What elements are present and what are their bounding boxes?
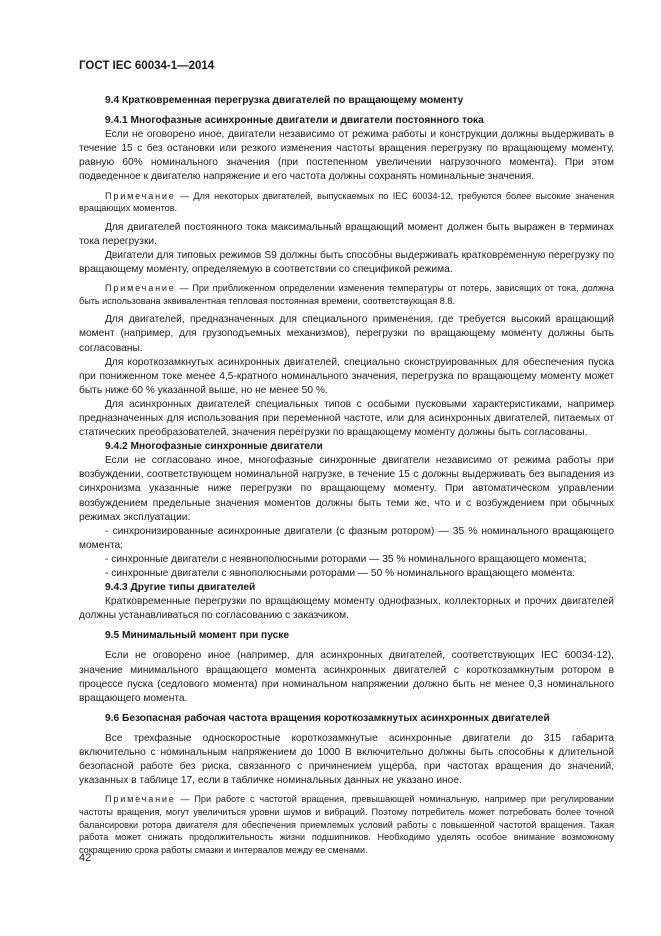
note [79, 190, 614, 215]
note-label: Примечание [105, 283, 176, 294]
page-content [79, 94, 614, 862]
note-label: Примечание [105, 794, 176, 805]
list-item: - синхронизированные асинхронные двигатели (с фазным ротором) — 35 % номинального вращающего момента; [79, 525, 614, 551]
paragraph: Если не согласовано иное, многофазные синхронные двигатели независимо от режима работы при возбуждении, соответствующем номинальной нагрузке, в течение 15 с должны выдерживать без выпадения из синхронизма указанные ниже перегрузки по вращающему моменту. При автоматическом управлении возбуждением предельные значения моментов должны быть теми же, что и с возбуждением при обычных режимах эксплуатации: [79, 455, 614, 523]
section-9-4-title: 9.4 Кратковременная перегрузка двигателей по вращающему моменту [105, 95, 464, 106]
paragraph: Для короткозамкнутых асинхронных двигателей, специально сконструированных для обеспечения пуска при пониженном токе менее 4,5-кратного номинального значения, перегрузка по вращающему моменту может быть ниже 60 % указанной выше, но не менее 50 %. [79, 356, 614, 396]
paragraph: Для двигателей, предназначенных для специального применения, где требуется высокий вращающий момент (например, для грузоподъемных механизмов), перегрузки по вращающему моменту должны быть согласованы. [79, 314, 614, 354]
note-text: — При приближенном определении изменения температуры от потерь, зависящих от тока, должна быть использована эквивалентная тепловая постоянная времени, соответствующая 8.8. [79, 283, 614, 306]
note-text: — При работе с частотой вращения, превышающей номинальную, например при регулировании частоты вращения, могут увеличиться уровни шумов и вибраций. Поэтому потребитель может потребовать более точной балансировки ротора двигателя для обеспечения приемлемых условий работы с повышенной частотой вращения. Такая работа может снижать продолжительность жизни подшипников. Необходимо уделять особое внимание возможному сокращению срока работы смазки и интервалов между ее сменами. [79, 794, 614, 855]
note-label: Примечание [105, 190, 176, 201]
note [79, 282, 614, 307]
paragraph: Если не оговорено иное, двигатели независимо от режима работы и конструкции должны выдерживать в течение 15 с без остановки или резкого изменения частоты вращения перегрузку по вращающему моменту, равную 60% номинального значения (при постепенном увеличении нагрузочного момента). При этом подведенное к двигателю напряжение и его частота должны сохранять номинальные значения. [79, 129, 614, 183]
section-9-4-1-title: 9.4.1 Многофазные асинхронные двигатели и двигатели постоянного тока [105, 115, 484, 127]
standard-header: ГОСТ IEC 60034-1—2014 [79, 60, 215, 72]
list-item: - синхронные двигатели с неявнополюсными роторами — 35 % номинального вращающего момента; [105, 553, 587, 565]
page-number: 42 [79, 852, 92, 864]
paragraph: Для двигателей постоянного тока максимальный вращающий момент должен быть выражен в терминах тока перегрузки. [79, 221, 614, 247]
paragraph: Для асинхронных двигателей специальных типов с особыми пусковыми характеристиками, например предназначенных для использования при переменной частоте, или для асинхронных двигателей, питаемых от статических преобразователей, значения перегрузки по вращающему моменту должны быть согласованы. [79, 398, 614, 439]
section-9-4-3-title: 9.4.3 Другие типы двигателей [105, 582, 256, 594]
section-9-4-2-title: 9.4.2 Многофазные синхронные двигатели [105, 441, 323, 453]
list-item: - синхронные двигатели с явнополюсными роторами — 50 % номинального вращающего момента. [105, 568, 576, 579]
note-text: — Для некоторых двигателей, выпускаемых по IEC 60034-12, требуются более высокие значения вращающих моментов. [79, 190, 614, 214]
paragraph: Если не оговорено иное (например, для асинхронных двигателей, соответствующих IEC 60034-12), значение минимального вращающего момента асинхронных двигателей с короткозамкнутым ротором в процессе пуска (седлового момента) при номинальном напряжении должно быть не менее 0,3 номинального вращающего момента. [79, 650, 614, 704]
paragraph: Все трехфазные односкоростные короткозамкнутые асинхронные двигатели до 315 габарита включительно с номинальным напряжением до 1000 В включительно должны быть способны к длительной безопасной работе без риска, связанного с причинением ущерба, при частотах вращения до значений, указанных в таблице 17, если в табличке номинальных данных не указано иное. [79, 732, 614, 787]
paragraph: Двигатели для типовых режимов S9 должны быть способны выдерживать кратковременную перегрузку по вращающему моменту, определяемую в соответствии со спецификой режима. [79, 249, 614, 276]
section-9-6-title: 9.6 Безопасная рабочая частота вращения короткозамкнутых асинхронных двигателей [105, 712, 550, 724]
section-9-5-title: 9.5 Минимальный момент при пуске [105, 630, 290, 642]
paragraph: Кратковременные перегрузки по вращающему моменту однофазных, коллекторных и прочих двигателей должны устанавливаться по согласованию с заказчиком. [79, 596, 614, 622]
note [79, 793, 614, 856]
